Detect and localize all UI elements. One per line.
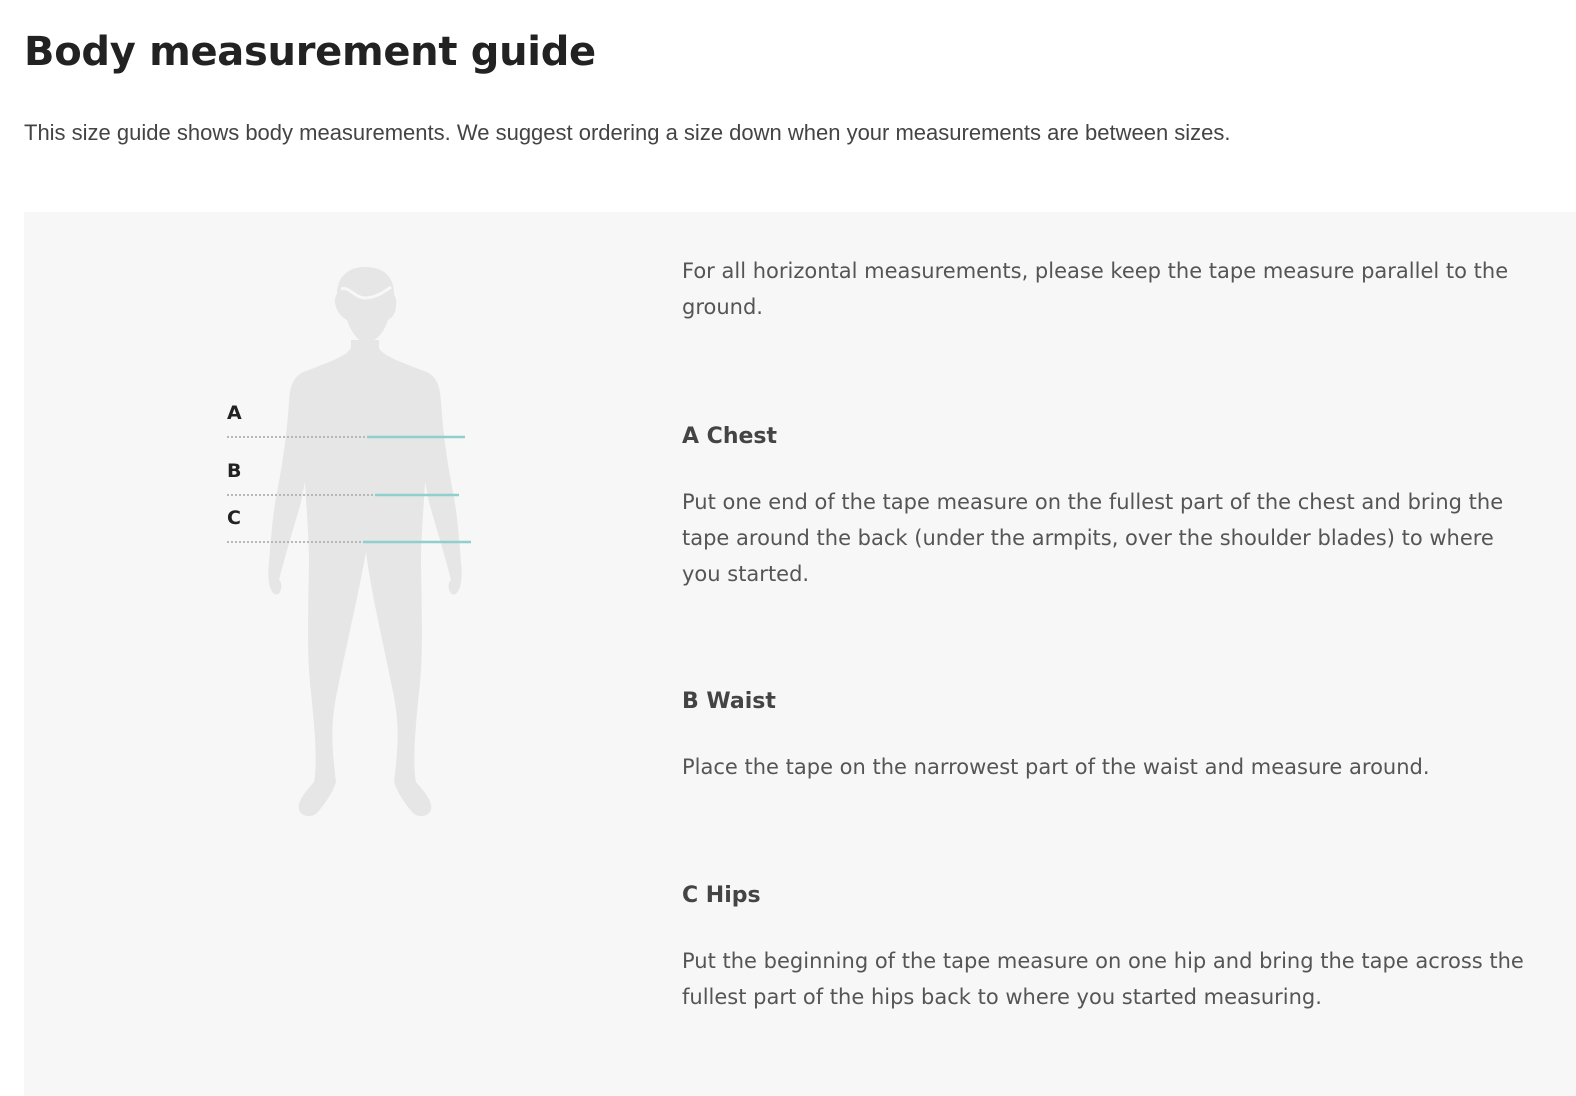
waist-section [682,684,1532,785]
measure-label-a: A [227,402,242,424]
general-note: For all horizontal measurements, please keep the tape measure parallel to the ground. [682,259,1509,319]
page-title: Body measurement guide [24,29,596,75]
hips-section [682,878,1532,1015]
silhouette-head [335,267,396,342]
general-note-section [682,253,1532,325]
hips-heading: C Hips [682,883,761,908]
size-guide-intro: This size guide shows body measurements. We suggest ordering a size down when your measurements are between sizes. [24,120,1231,145]
waist-instructions: Place the tape on the narrowest part of the waist and measure around. [682,755,1430,779]
chest-heading: A Chest [682,424,778,449]
body-figure [219,262,499,837]
silhouette-body [268,340,461,816]
chest-instructions: Put one end of the tape measure on the fullest part of the chest and bring the tape around the back (under the armpits, over the shoulder blades) to where you started. [682,490,1504,586]
waist-heading: B Waist [682,689,776,714]
measurement-panel [24,212,1576,1096]
measure-label-c: C [227,507,241,529]
body-silhouette-illustration [219,262,499,837]
hips-instructions: Put the beginning of the tape measure on one hip and bring the tape across the fullest part of the hips back to where you started measuring. [682,949,1524,1009]
measure-label-b: B [227,460,242,482]
chest-section [682,419,1532,592]
